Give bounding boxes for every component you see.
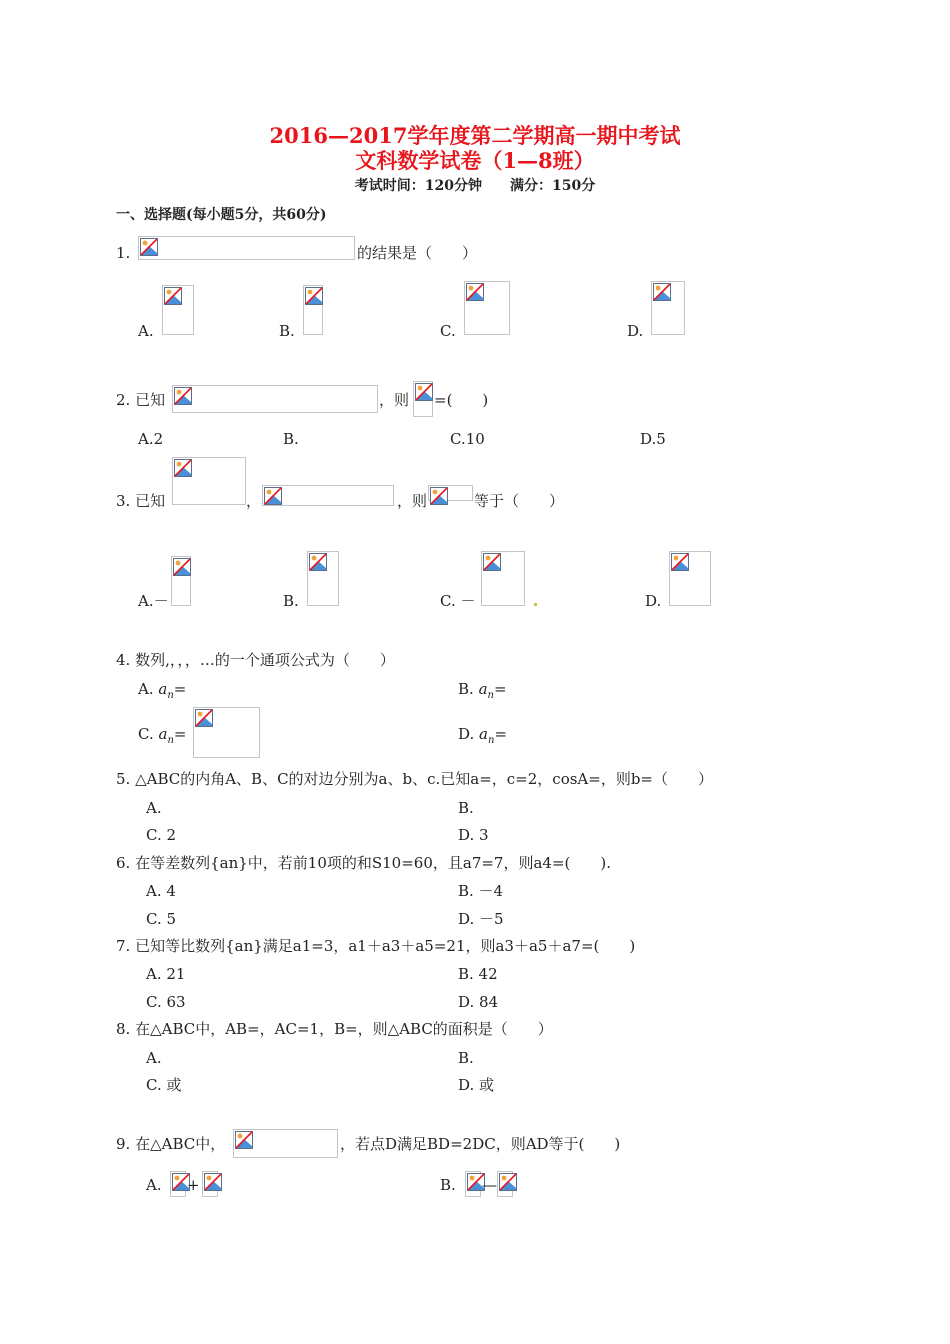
q3-mid: ，则 [397, 492, 428, 510]
q9-option-a-op: + [187, 1176, 200, 1194]
broken-image-icon [233, 1129, 338, 1158]
broken-image-icon [464, 281, 510, 335]
q2-number: 2. 已知 [116, 391, 166, 409]
q2-option-c: C.10 [450, 430, 485, 448]
broken-image-icon [651, 281, 685, 335]
q3-comma: ， [246, 492, 262, 510]
broken-image-icon [481, 551, 525, 606]
q9-number: 9. 在△ABC中， [116, 1135, 226, 1153]
broken-image-icon [413, 381, 433, 417]
q3-tail: 等于（ ） [474, 492, 565, 510]
q2-mid: ，则 [379, 391, 410, 409]
q8-option-a: A. [146, 1049, 162, 1067]
broken-image-icon [262, 485, 394, 506]
q3-option-c: C. － [440, 592, 476, 610]
q5-option-a: A. [146, 799, 162, 817]
q3-option-b: B. [283, 592, 299, 610]
broken-image-icon [497, 1171, 513, 1197]
q4-option-b: B. $a_n=$ [458, 680, 507, 701]
q3-number: 3. 已知 [116, 492, 166, 510]
q6-option-a: A. 4 [146, 882, 176, 900]
exam-title-line1: 2016—2017学年度第二学期高一期中考试 [269, 123, 681, 148]
q4-stem: 4. 数列,，，，…的一个通项公式为（ ） [116, 651, 395, 669]
q1-option-d: D. [627, 322, 644, 340]
broken-image-icon [303, 285, 323, 335]
q8-option-b: B. [458, 1049, 474, 1067]
q2-option-d: D.5 [640, 430, 666, 448]
broken-image-icon [171, 556, 191, 606]
section-heading: 一、选择题(每小题5分，共60分) [116, 207, 327, 223]
q9-tail: ，若点D满足BD=2DC，则AD等于( ) [340, 1135, 621, 1153]
q4-option-a: A. $a_n=$ [138, 680, 187, 701]
broken-image-icon [172, 385, 378, 413]
q9-option-b: B. [440, 1176, 456, 1194]
q7-option-c: C. 63 [146, 993, 186, 1011]
exam-title-line2: 文科数学试卷（1—8班） [355, 148, 595, 173]
q9-option-a: A. [146, 1176, 162, 1194]
q7-stem: 7. 已知等比数列{an}满足a1=3，a1＋a3＋a5=21，则a3＋a5＋a7=( ) [116, 937, 636, 955]
q1-number: 1. [116, 244, 131, 262]
q7-option-a: A. 21 [146, 965, 186, 983]
q2-option-a: A.2 [138, 430, 164, 448]
q6-stem: 6. 在等差数列{an}中，若前10项的和S10=60，且a7=7，则a4=( ). [116, 854, 612, 872]
broken-image-icon [170, 1171, 186, 1197]
q7-option-d: D. 84 [458, 993, 499, 1011]
q7-option-b: B. 42 [458, 965, 498, 983]
q8-option-d: D. 或 [458, 1076, 495, 1094]
exam-info: 考试时间：120分钟 满分：150分 [354, 178, 596, 194]
q1-option-a: A. [138, 322, 154, 340]
q2-tail: =( ) [434, 391, 489, 409]
q5-stem: 5. △ABC的内角A、B、C的对边分别为a、b、c.已知a=，c=2，cosA=，则b=（ ） [116, 770, 713, 788]
broken-image-icon [465, 1171, 481, 1197]
q5-option-c: C. 2 [146, 826, 177, 844]
q9-option-b-op: — [482, 1176, 497, 1194]
broken-image-icon [162, 285, 194, 335]
broken-image-icon [138, 236, 355, 260]
q4-option-c: C. $a_n=$ [138, 725, 187, 746]
broken-image-icon [307, 551, 339, 606]
q1-stem: 的结果是（ ） [357, 244, 478, 262]
q8-stem: 8. 在△ABC中，AB=，AC=1，B=，则△ABC的面积是（ ） [116, 1020, 553, 1038]
q1-option-b: B. [279, 322, 295, 340]
q3-option-a: A.－ [138, 592, 169, 610]
q6-option-c: C. 5 [146, 910, 177, 928]
broken-image-icon [202, 1171, 218, 1197]
q1-option-c: C. [440, 322, 456, 340]
q4-option-d: D. $a_n=$ [458, 725, 508, 746]
q5-option-d: D. 3 [458, 826, 489, 844]
q6-option-d: D. －5 [458, 910, 504, 928]
broken-image-icon [193, 707, 260, 758]
q3-option-d: D. [645, 592, 662, 610]
broken-image-icon [428, 485, 473, 501]
q2-option-b: B. [283, 430, 299, 448]
q8-option-c: C. 或 [146, 1076, 182, 1094]
broken-image-icon [172, 457, 246, 505]
q6-option-b: B. －4 [458, 882, 504, 900]
broken-image-icon [669, 551, 711, 606]
q5-option-b: B. [458, 799, 474, 817]
